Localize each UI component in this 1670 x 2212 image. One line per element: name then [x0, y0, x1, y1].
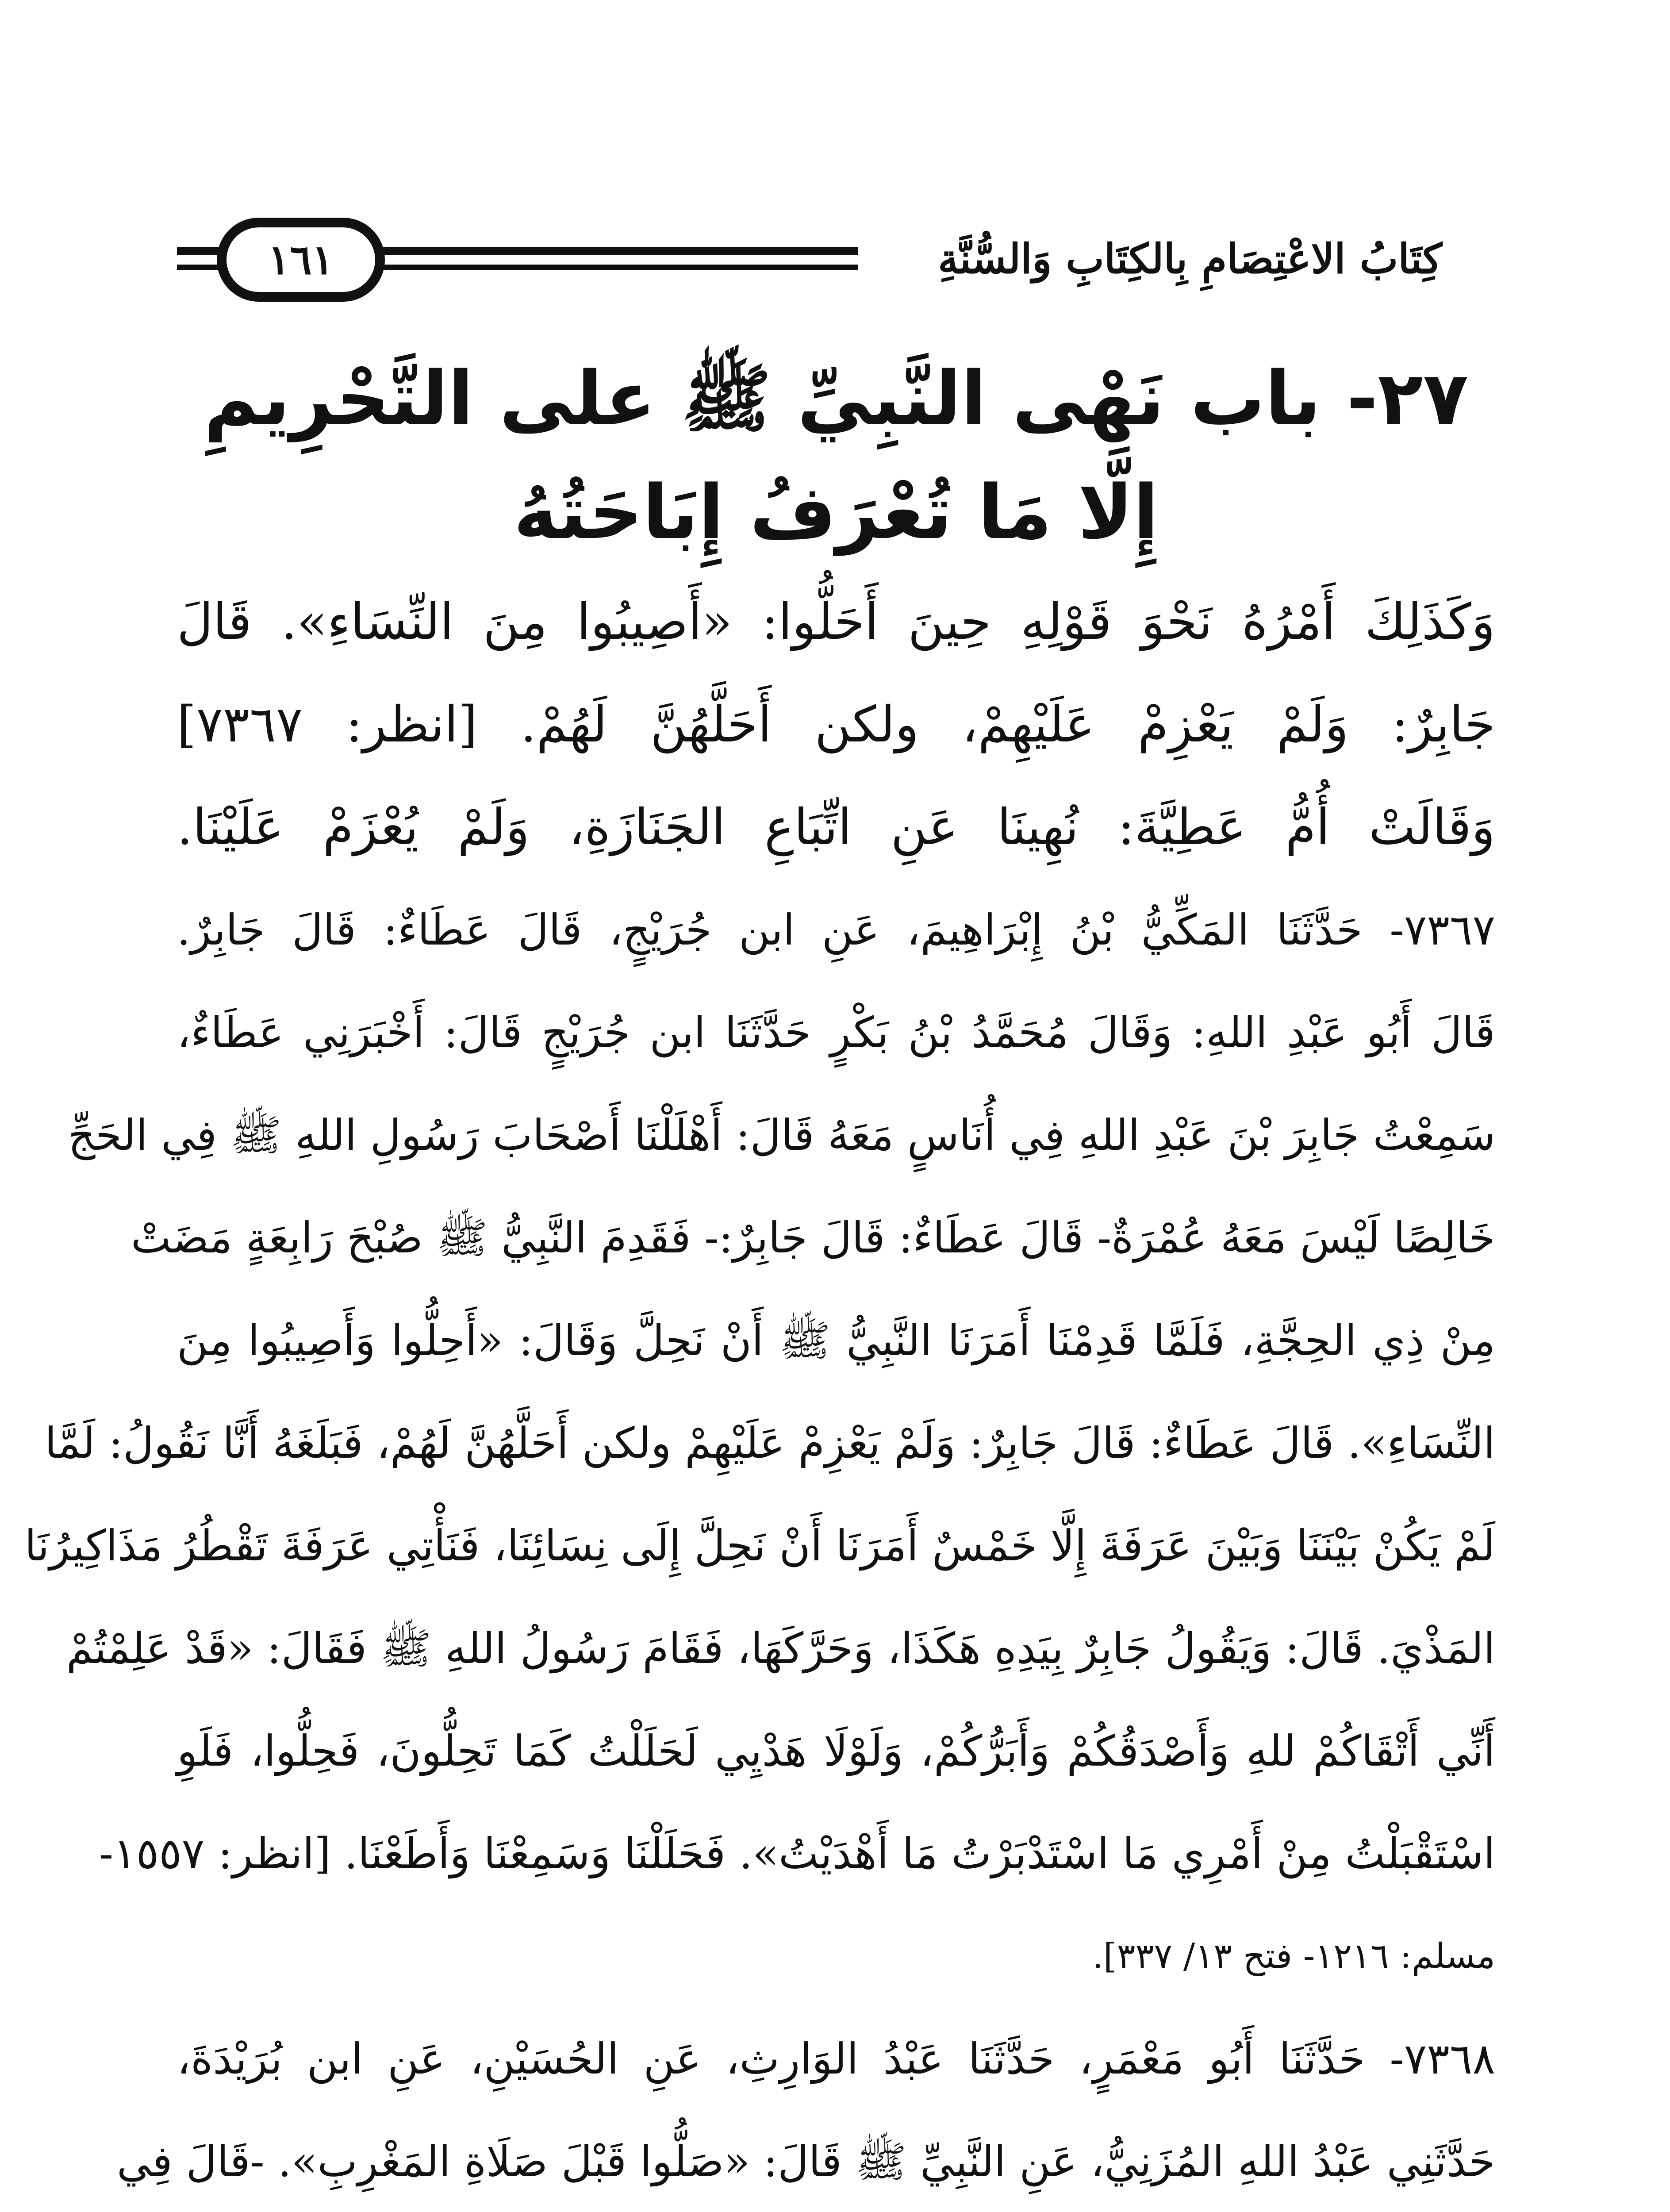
page-body [24, 571, 1495, 2212]
hadith-line: قَالَ أَبُو عَبْدِ اللهِ: وَقَالَ مُحَمَّدُ بْنُ بَكْرٍ حَدَّثَنَا ابن جُرَيْجٍ قَالَ: أَخْبَرَنِي عَطَاءٌ، [177, 1008, 1495, 1057]
hadith-line: اسْتَقْبَلْتُ مِنْ أَمْرِي مَا اسْتَدْبَرْتُ مَا أَهْدَيْتُ». فَحَلَلْنَا وَسَمِعْنَا وَأَطَعْنَا. [انظر: ١٥٥٧- [99, 1829, 1495, 1878]
citation-line: مسلم: ١٢١٦- فتح ١٣/ ٣٣٧]. [1092, 1936, 1495, 1976]
hadith-line: أَنِّي أَتْقَاكُمْ للهِ وَأَصْدَقُكُمْ وَأَبَرُّكُمْ، وَلَوْلَا هَدْيِي لَحَلَلْتُ كَمَا تَحِلُّونَ، فَحِلُّوا، فَلَوِ [177, 1726, 1495, 1776]
chapter-title-line-2: إِلَّا مَا تُعْرَفُ إِبَاحَتُهُ [513, 469, 1159, 556]
hadith-line: لَمْ يَكُنْ بَيْنَنَا وَبَيْنَ عَرَفَةَ إِلَّا خَمْسٌ أَمَرَنَا أَنْ نَحِلَّ إِلَى نِسَائِنَا، فَنَأْتِي عَرَفَةَ تَقْطُرُ مَذَاكِيرُنَا [24, 1521, 1495, 1571]
text-line: وَقَالَتْ أُمُّ عَطِيَّةَ: نُهِينَا عَنِ اتِّبَاعِ الجَنَازَةِ، وَلَمْ يُعْزَمْ عَلَيْنَا. [177, 799, 1495, 856]
page-number: ١٦١ [268, 236, 334, 284]
hadith-line: مِنْ ذِي الحِجَّةِ، فَلَمَّا قَدِمْنَا أَمَرَنَا النَّبِيُّ ﷺ أَنْ نَحِلَّ وَقَالَ: «أَحِلُّوا وَأَصِيبُوا مِنَ [177, 1316, 1495, 1365]
hadith-line: حَدَّثَنِي عَبْدُ اللهِ المُزَنِيُّ، عَنِ النَّبِيِّ ﷺ قَالَ: «صَلُّوا قَبْلَ صَلَاةِ المَغْرِبِ». -قَالَ فِي [116, 2137, 1495, 2186]
text-line: جَابِرٌ: وَلَمْ يَعْزِمْ عَلَيْهِمْ، ولكن أَحَلَّهُنَّ لَهُمْ. [انظر: ٧٣٦٧] [177, 696, 1495, 753]
page-header [177, 208, 1495, 323]
hadith-line: سَمِعْتُ جَابِرَ بْنَ عَبْدِ اللهِ فِي أُنَاسٍ مَعَهُ قَالَ: أَهْلَلْنَا أَصْحَابَ رَسُولِ اللهِ ﷺ فِي الحَجِّ [68, 1110, 1495, 1160]
hadith-line: النِّسَاءِ». قَالَ عَطَاءٌ: قَالَ جَابِرٌ: وَلَمْ يَعْزِمْ عَلَيْهِمْ ولكن أَحَلَّهُنَّ لَهُمْ، فَبَلَغَهُ أَنَّا نَقُولُ: لَمَّا [45, 1418, 1495, 1468]
chapter-title-line-1: ٢٧- باب نَهْى النَّبِيِّ ﷺ على التَّحْرِيمِ [203, 355, 1469, 442]
page-number-badge [217, 218, 385, 302]
hadith-line: ٧٣٦٨- حَدَّثَنَا أَبُو مَعْمَرٍ، حَدَّثَنَا عَبْدُ الوَارِثِ، عَنِ الحُسَيْنِ، عَنِ ابن بُرَيْدَةَ، [177, 2034, 1495, 2084]
hadith-line: ٧٣٦٧- حَدَّثَنَا المَكِّيُّ بْنُ إِبْرَاهِيمَ، عَنِ ابن جُرَيْجٍ، قَالَ عَطَاءٌ: قَالَ جَابِرٌ. [177, 905, 1495, 955]
running-title: كِتَابُ الاعْتِصَامِ بِالكِتَابِ وَالسُّنَّةِ [858, 221, 1522, 296]
hadith-line: المَذْيَ. قَالَ: وَيَقُولُ جَابِرٌ بِيَدِهِ هَكَذَا، وَحَرَّكَهَا، فَقَامَ رَسُولُ اللهِ ﷺ فَقَالَ: «قَدْ عَلِمْتُمْ [66, 1624, 1495, 1673]
text-line: وَكَذَلِكَ أَمْرُهُ نَحْوَ قَوْلِهِ حِينَ أَحَلُّوا: «أَصِيبُوا مِنَ النِّسَاءِ». قَالَ [177, 593, 1495, 651]
hadith-line: خَالِصًا لَيْسَ مَعَهُ عُمْرَةٌ- قَالَ عَطَاءٌ: قَالَ جَابِرٌ:- فَقَدِمَ النَّبِيُّ ﷺ صُبْحَ رَابِعَةٍ مَضَتْ [131, 1213, 1495, 1263]
